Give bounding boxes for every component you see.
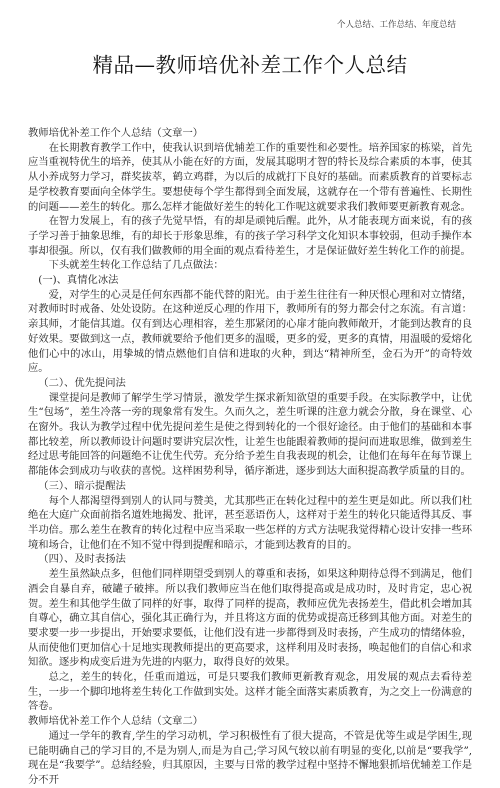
section-heading: (一)、真情化冰法 bbox=[38, 274, 119, 287]
paragraph: 总之，差生的转化，任重而道远，可是只要我们教师更新教育观念，用发展的观点去看待差生，一步一个脚印地将差生转化工作做到实处。这样才能全面落实素质教育，为之交上一份满意的答卷。 bbox=[28, 671, 472, 713]
section-heading: （四）、及时表扬法 bbox=[38, 553, 126, 566]
paragraph: 爱，对学生的心灵是任何东西都不能代替的阳光。由于差生往往有一种厌恨心理和对立情绪，对教师时时戒备、处处设防。在这种逆反心理的作用下，教师所有的努力都会付之东流。有言道：亲其师，才能信其道。仅有到达心理相容，差生那紧闭的心扉才能向教师敞开，才能到达教育的良好效果。要做到这一点，教师就要给予他们更多的温暖，更多的爱，更多的真情，用温暖的爱熔化他们心中的冰山，用挚城的情点燃他们自信和进取的火种，到达“精神所至，金石为开”的奇特效应。 bbox=[28, 288, 472, 375]
section-heading: （二）、优先提问法 bbox=[38, 376, 126, 389]
paragraph: 差生虽然缺点多，但他们同样期望受到别人的尊重和表扬，如果这种期待总得不到满足，他们酒会自暴自弃，破罐子破摔。所以我们教师应当在他们取得提高或是成功时，及时肯定，忠心祝贺。差生和其他学生做了同样的好事，取得了同样的提高，教师应优先表扬差生，借此机会增加其自尊心，确立其自信心，强化其正确行为，并且将这方面的优势或提高迁移到其他方面。对差生的要求要一步一步提出，开始要求要低，让他们没有进一步都得到及时表扬，产生成功的情绪体验，从而使他们更加信心十足地实现教师提出的更高要求，这样利用及时表扬，唤起他们的自信心和求知欲。逐步构成变后进为先进的内驱力，取得良好的效果。 bbox=[28, 568, 472, 669]
paragraph: 下头就差生转化工作总结了几点做法： bbox=[48, 259, 224, 272]
paragraph: 在长期教育教学工作中，使我认识到培优辅差工作的重要性和必要性。培养国家的栋梁，首先应当重视特优生的培养，使其从小能在好的方面，发展其聪明才智的特长及综合素质的本事，使其从小养成努力学习，群奖拔萃，鹤立鸡群，为以后的成就打下良好的基础。而素质教育的首要标志是学校教育要面向全体学生。要想使每个学生都得到全面发展，这就存在一个带有普遍性、长期性的问题——差生的转化。那么怎样才能做好差生的转化工作呢这就要求我们教师要更新教育观念。 bbox=[28, 141, 472, 213]
paragraph: 每个人都渴望得到别人的认同与赞美，尤其那些正在转化过程中的差生更是如此。所以我们杜绝在大庭广众面前指名道姓地揭发、批评，甚至恶语伤人，这样对于差生的转化只能适得其反、事半功倍。那么差生在教育的转化过程中应当采取一些怎样的方式方法呢我觉得精心设计安排一些环境和场合，让他们在不知不觉中得到提醒和暗示，才能到达教育的目的。 bbox=[28, 494, 472, 551]
paragraph: 在智力发展上，有的孩子先觉早悟，有的却是顽钝后醒。此外，从才能表现方面来说，有的孩子学习善于抽象思维，有的却长于形象思维，有的孩子学习科学文化知识本事较弱，但动手操作本事却很强。所以，仅有我们做教师的用全面的观点看待差生，才是保证做好差生转化工作的前提。 bbox=[28, 215, 472, 257]
header-note: 个人总结、工作总结、年度总结 bbox=[336, 20, 456, 30]
article-heading: 教师培优补差工作个人总结（文章二） bbox=[28, 715, 204, 728]
document-body bbox=[28, 126, 472, 788]
article-heading: 教师培优补差工作个人总结（文章一） bbox=[28, 127, 204, 139]
page-title: 精品—教师培优补差工作个人总结 bbox=[92, 53, 408, 77]
paragraph: 通过一学年的教育,学生的学习动机，学习积极性有了很大提高，不管是优等生或是学困生,现已能明确自己的学习目的,不是为别人,而是为自己;学习风气较以前有明显的变化,以前是“要我学”,现在是“我要学”。总结经验，归其原因，主要与日常的教学过程中坚持不懈地狠抓培优辅差工作是分不开 bbox=[28, 729, 472, 786]
section-heading: （三）、暗示提醒法 bbox=[38, 479, 126, 492]
paragraph: 课堂提问是教师了解学生学习情景，激发学生探求新知欲望的重要手段。在实际教学中，让优生“包场”，差生冷落一旁的现象常有发生。久而久之，差生听课的注意力就会分散，身在课堂、心在窗外。我认为教学过程中优先提问差生是使之得到转化的一个很好途径。由于他们的基础和本事都比较差，所以教师设计问题时要讲究层次性，让差生也能跟着教师的提问而进取思维，做到差生经过思考能回答的问题绝不让优生代劳。充分给予差生自我表现的机会，让他们在每年在每节课上都能体会到成功与收获的喜悦。这样困势利导，循序渐进，逐步到达大面积提高教学质量的目的。 bbox=[28, 391, 472, 478]
